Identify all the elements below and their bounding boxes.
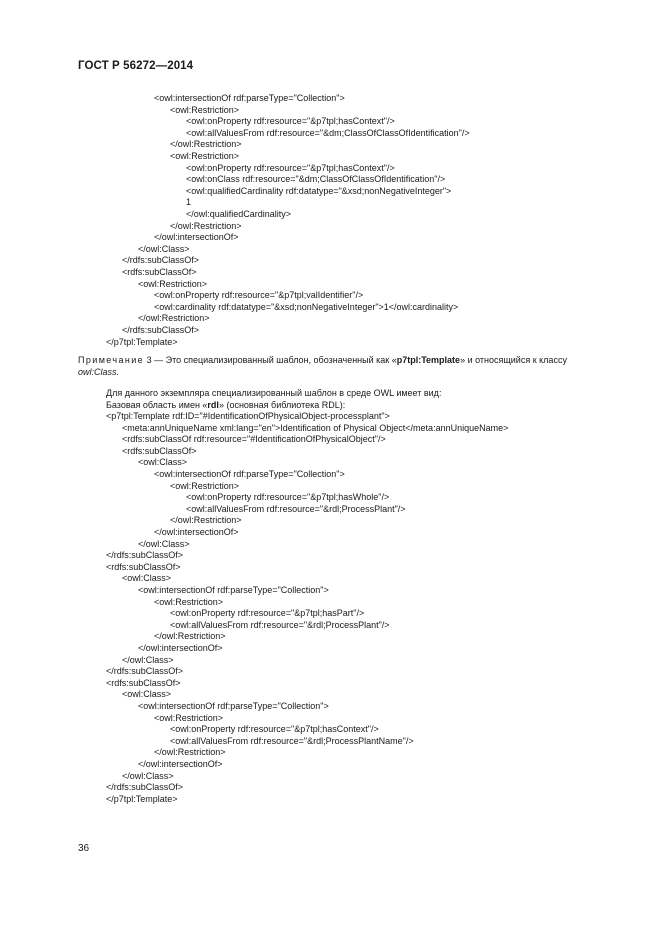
code-line: <owl:qualifiedCardinality rdf:datatype="&xsd;nonNegativeInteger"> [186,185,452,196]
code-line: <rdfs:subClassOf rdf:resource="#IdentificationOfPhysicalObject"/> [122,434,386,445]
code-line: <owl:onProperty rdf:resource="&p7tpl;hasContext"/> [170,724,379,735]
code-line: </owl:Class> [122,770,174,781]
code-line: </rdfs:subClassOf> [106,550,184,561]
code-line: <owl:Restriction> [138,278,208,289]
intro-line-2 [106,400,345,412]
code-line: <owl:onClass rdf:resource="&dm;ClassOfClassOfIdentification"/> [186,174,446,185]
code-line: </owl:Class> [138,538,190,549]
code-line: </owl:Class> [138,243,190,254]
code-line: </owl:Restriction> [154,631,226,642]
code-line: <owl:Restriction> [170,104,240,115]
code-line: <owl:Restriction> [170,480,240,491]
code-line: </owl:Restriction> [170,515,242,526]
code-line: </p7tpl:Template> [106,793,178,804]
code-line: <owl:Class> [122,689,172,700]
code-line: </p7tpl:Template> [106,336,178,347]
code-line: </owl:intersectionOf> [154,527,239,537]
code-line: <owl:onProperty rdf:resource="&p7tpl;hasContext"/> [186,162,395,173]
code-line: </owl:Restriction> [138,313,210,324]
code-line: </owl:qualifiedCardinality> [186,209,292,219]
code-line: <owl:cardinality rdf:datatype="&xsd;nonNegativeInteger">1</owl:cardinality> [154,301,459,312]
code-line: <rdfs:subClassOf> [122,445,197,456]
note-bold-term: p7tpl:Template [396,355,461,365]
code-line: </owl:Restriction> [154,747,226,758]
intro-line-1: Для данного экземпляра специализированный шаблон в среде OWL имеет вид: [106,388,442,398]
code-line: <rdfs:subClassOf> [106,677,181,688]
code-line: <meta:annUniqueName xml:lang="en">Identification of Physical Object</meta:annUniqueName> [122,422,509,433]
code-line: <owl:intersectionOf rdf:parseType="Collection"> [138,701,329,711]
code-line: </rdfs:subClassOf> [122,325,200,335]
intro-line-2-c: » (основная библиотека RDL): [218,399,346,410]
code-line: <owl:Restriction> [154,712,224,723]
code-line: <owl:Class> [122,573,172,584]
code-line: <p7tpl:Template rdf:ID="#IdentificationOfPhysicalObject-processplant"> [106,411,390,421]
code-line: <owl:onProperty rdf:resource="&p7tpl;valIdentifier"/> [154,290,364,301]
note-3 [78,355,588,378]
code-line: </owl:intersectionOf> [154,232,239,243]
note-italic-term: owl:Class. [78,366,120,377]
code-line: </rdfs:subClassOf> [122,255,200,266]
intro-line-2-a: Базовая область имен « [106,399,208,410]
page-number: 36 [78,843,90,854]
standard-header: ГОСТ Р 56272—2014 [78,60,194,72]
code-line: <owl:Restriction> [154,596,224,607]
code-line: <owl:onProperty rdf:resource="&p7tpl;hasPart"/> [170,608,365,619]
code-line: </rdfs:subClassOf> [106,782,184,793]
code-line: </owl:intersectionOf> [138,643,223,653]
code-line: <owl:Class> [138,457,188,468]
code-line: <owl:allValuesFrom rdf:resource="&rdl;ProcessPlant"/> [170,619,390,630]
note-text-b: » и относящийся к классу [460,355,567,365]
code-line: <owl:allValuesFrom rdf:resource="&rdl;ProcessPlant"/> [186,503,406,514]
code-line: <rdfs:subClassOf> [106,561,181,572]
code-line: <owl:intersectionOf rdf:parseType="Collection"> [138,585,329,595]
code-line: </rdfs:subClassOf> [106,666,184,677]
code-line: </owl:Class> [122,654,174,665]
note-text-a: 3 — Это специализированный шаблон, обозначенный как « [144,355,397,365]
code-line: 1 [186,197,192,208]
code-line: </owl:intersectionOf> [138,759,223,769]
code-line: <owl:allValuesFrom rdf:resource="&rdl;ProcessPlantName"/> [170,735,414,746]
code-line: </owl:Restriction> [170,220,242,231]
code-line: <owl:intersectionOf rdf:parseType="Collection"> [154,93,345,103]
code-line: <owl:intersectionOf rdf:parseType="Collection"> [154,469,345,479]
note-lead: Примечание [78,355,145,365]
code-line: <rdfs:subClassOf> [122,267,197,277]
code-line: <owl:onProperty rdf:resource="&p7tpl;hasWhole"/> [186,492,390,503]
intro-line-2-bold: rdl [207,399,219,410]
code-line: <owl:Restriction> [170,151,240,161]
code-line: <owl:onProperty rdf:resource="&p7tpl;hasContext"/> [186,116,395,127]
code-line: <owl:allValuesFrom rdf:resource="&dm;ClassOfClassOfIdentification"/> [186,127,470,138]
code-line: </owl:Restriction> [170,139,242,150]
